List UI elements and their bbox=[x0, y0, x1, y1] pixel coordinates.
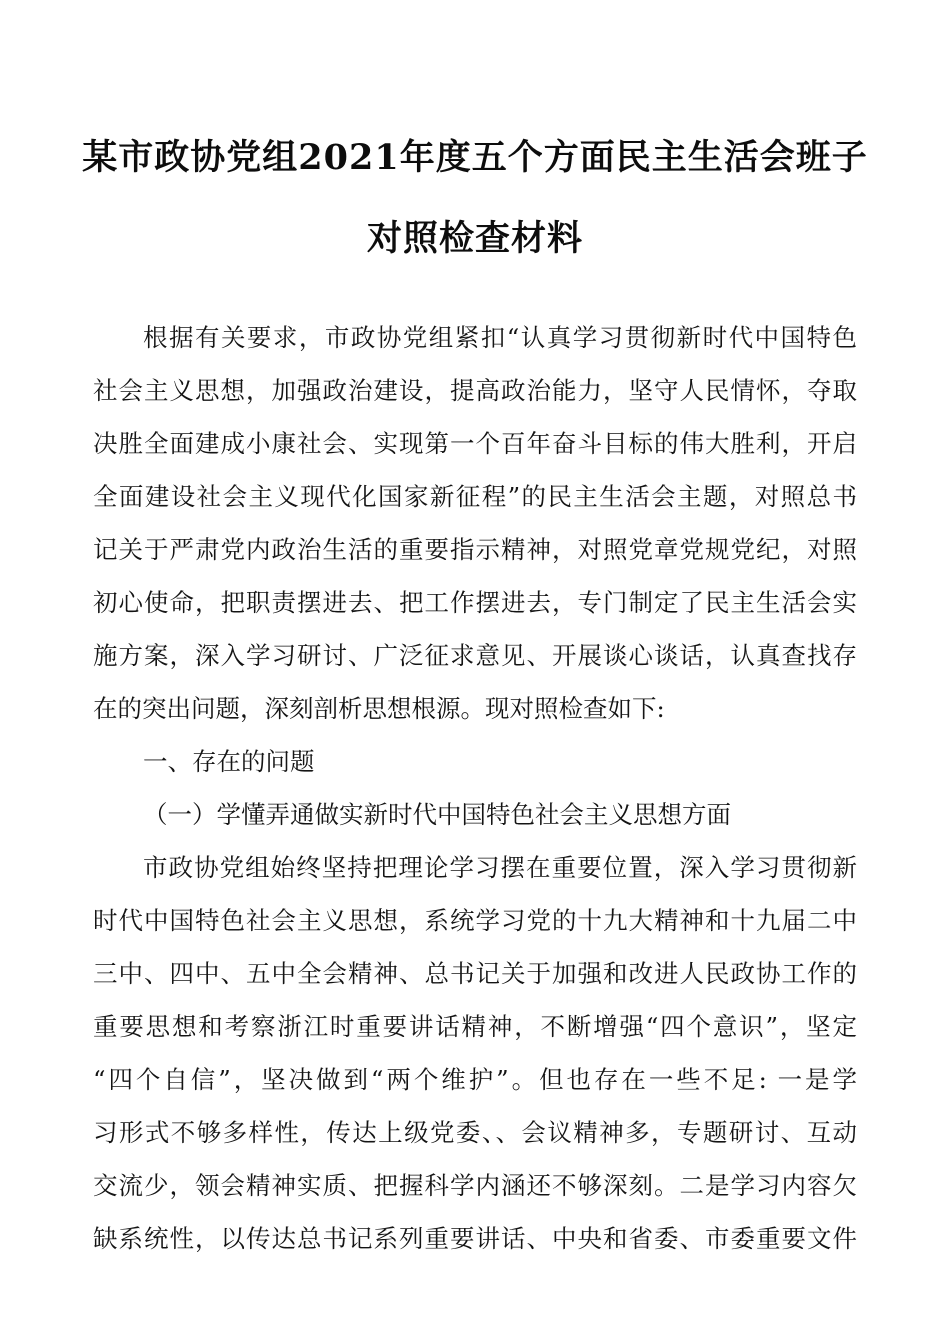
paragraph-line: 缺系统性，以传达总书记系列重要讲话、中央和省委、市委重要文件 bbox=[93, 1224, 857, 1253]
document-title-line-1: 某市政协党组2021年度五个方面民主生活会班子 bbox=[82, 137, 868, 178]
paragraph-line: 习形式不够多样性，传达上级党委、、会议精神多，专题研讨、互动 bbox=[93, 1118, 857, 1147]
paragraph-line: 决胜全面建成小康社会、实现第一个百年奋斗目标的伟大胜利，开启 bbox=[93, 429, 857, 458]
paragraph-line: 重要思想和考察浙江时重要讲话精神，不断增强“四个意识”，坚定 bbox=[93, 1012, 857, 1041]
subsection-heading: （一）学懂弄通做实新时代中国特色社会主义思想方面 bbox=[143, 800, 731, 829]
paragraph-line: 初心使命，把职责摆进去、把工作摆进去，专门制定了民主生活会实 bbox=[93, 588, 857, 617]
paragraph-line: 在的突出问题，深刻剖析思想根源。现对照检查如下: bbox=[93, 694, 665, 723]
paragraph-line: 三中、四中、五中全会精神、总书记关于加强和改进人民政协工作的 bbox=[93, 959, 857, 988]
paragraph-line: 市政协党组始终坚持把理论学习摆在重要位置，深入学习贯彻新 bbox=[143, 853, 857, 882]
paragraph-line: 社会主义思想，加强政治建设，提高政治能力，坚守人民情怀，夺取 bbox=[93, 376, 857, 405]
document-body bbox=[93, 311, 857, 1265]
section-heading: 一、存在的问题 bbox=[143, 747, 315, 776]
document-title-line-2: 对照检查材料 bbox=[366, 218, 583, 259]
paragraph-line: 记关于严肃党内政治生活的重要指示精神，对照党章党规党纪，对照 bbox=[93, 535, 857, 564]
paragraph-line: 交流少，领会精神实质、把握科学内涵还不够深刻。二是学习内容欠 bbox=[93, 1171, 857, 1200]
paragraph-line: 根据有关要求，市政协党组紧扣“认真学习贯彻新时代中国特色 bbox=[143, 323, 857, 352]
paragraph-line: 全面建设社会主义现代化国家新征程”的民主生活会主题，对照总书 bbox=[93, 482, 857, 511]
paragraph-line: “四个自信”，坚决做到“两个维护”。但也存在一些不足: 一是学 bbox=[93, 1065, 857, 1094]
paragraph-line: 时代中国特色社会主义思想，系统学习党的十九大精神和十九届二中 bbox=[93, 906, 857, 935]
paragraph-line: 施方案，深入学习研讨、广泛征求意见、开展谈心谈话，认真查找存 bbox=[93, 641, 857, 670]
